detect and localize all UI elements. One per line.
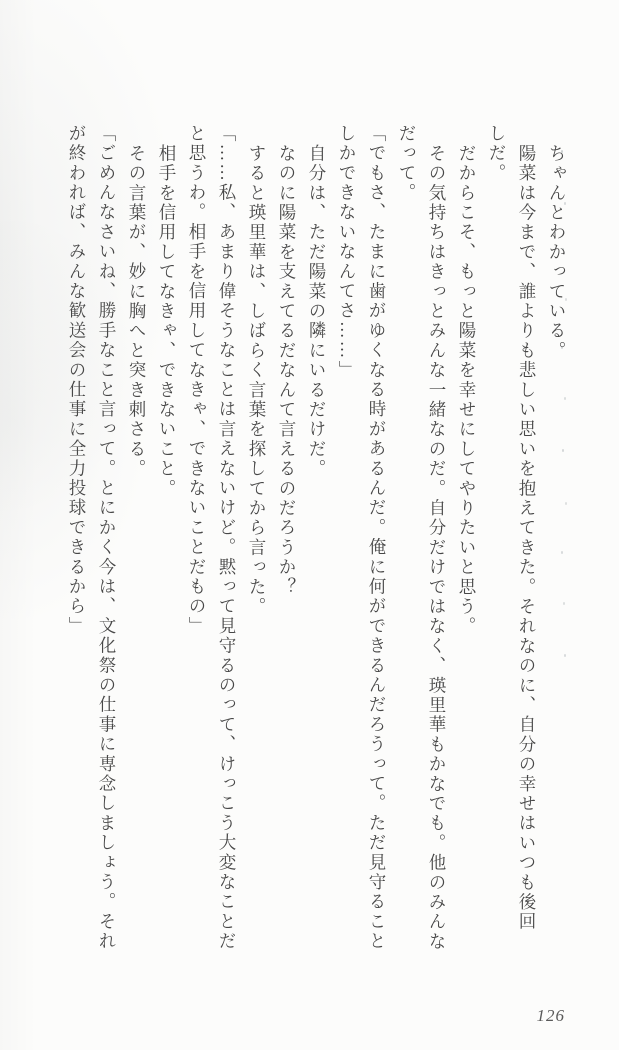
text-column: 「……私、あまり偉そうなことは言えないけど。黙って見守るのって、けっこう大変なことだ [217,124,237,952]
text-column: すると瑛里華は、しばらく言葉を探してから言った。 [247,143,267,617]
text-column: その気持ちはきっとみんな一緒なのだ。自分だけではなく、瑛里華もかなでも。他のみんな [427,143,447,952]
text-column: しだ。 [487,124,507,184]
text-columns [62,124,572,954]
text-column: 「ごめんなさいね、勝手なこと言って。とにかく今は、文化祭の仕事に専念しましょう。それ [97,124,117,952]
text-column: と思うわ。相手を信用してなきゃ、できないことだもの」 [187,124,207,637]
text-column: が終われば、みんな歓送会の仕事に全力投球できるから」 [67,124,87,637]
text-column: 自分は、ただ陽菜の隣にいるだけだ。 [307,143,327,479]
text-column: だからこそ、もっと陽菜を幸せにしてやりたいと思う。 [457,143,477,636]
text-column: 「でもさ、たまに歯がゆくなる時があるんだ。俺に何ができるんだろうって。ただ見守ること [367,124,387,952]
text-column: 相手を信用してなきゃ、できないこと。 [157,143,177,499]
text-column: ちゃんとわかっている。 [547,143,567,361]
page-number: 126 [536,1006,565,1025]
text-column: だって。 [397,124,417,203]
text-column: その言葉が、妙に胸へと突き刺さる。 [127,143,147,479]
text-column: 陽菜は今まで、誰よりも悲しい思いを抱えてきた。それなのに、自分の幸せはいつも後回 [517,143,537,932]
text-column: なのに陽菜を支えてるだなんて言えるのだろうか？ [277,143,297,597]
text-column: しかできないなんてさ……」 [337,124,357,381]
